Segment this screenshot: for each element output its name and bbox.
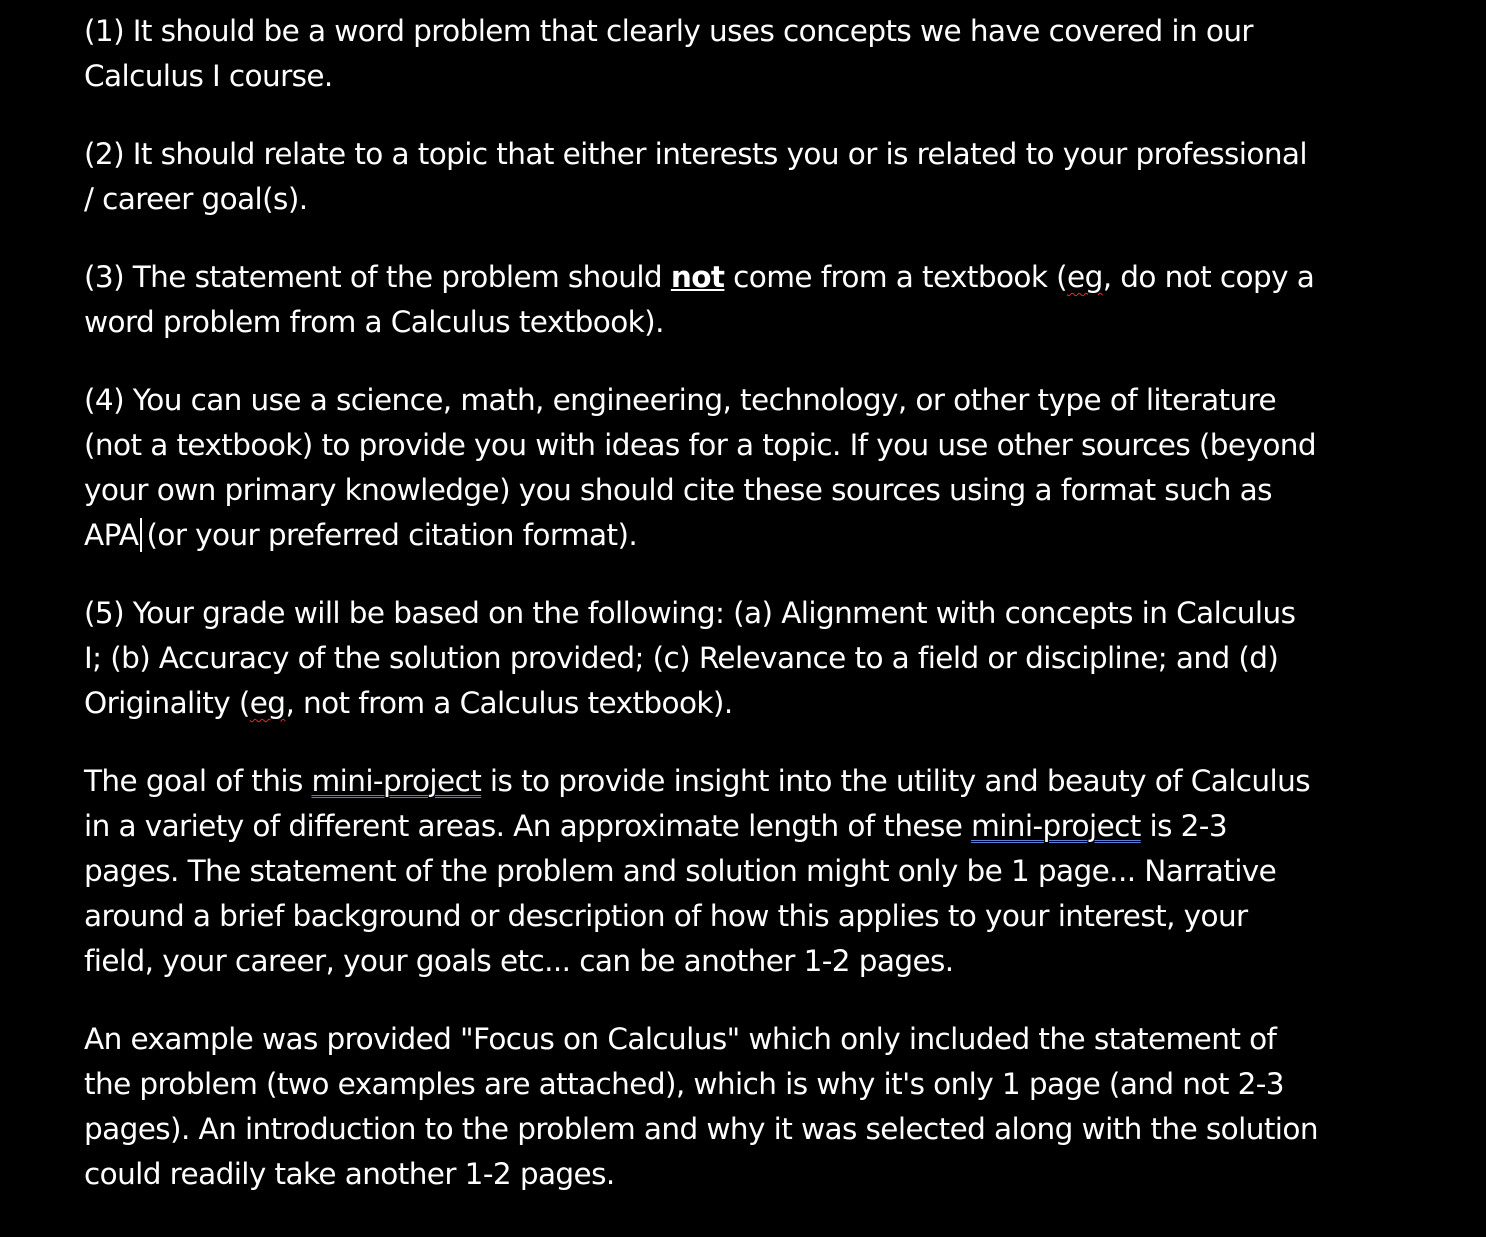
spelling-flag-eg[interactable]: eg <box>1067 260 1103 294</box>
paragraph-text: An example was provided "Focus on Calculus" which only included the statement of the problem (two examples are attached), which is why it's only 1 page (and not 2-3 pages). An introduction to the problem and why it was selected along with the solution could readily take another 1-2 pages. <box>84 1022 1318 1191</box>
grammar-flag-mini-project[interactable]: mini-project <box>971 809 1141 843</box>
paragraph-requirement-3 <box>84 255 1320 345</box>
paragraph-requirement-5 <box>84 591 1320 726</box>
paragraph-requirement-1 <box>84 9 1320 99</box>
paragraph-goal <box>84 759 1320 984</box>
text-cursor <box>140 518 142 552</box>
paragraph-text: (5) Your grade will be based on the following: (a) Alignment with concepts in Calculus I; (b) Accuracy of the solution provided; (c) Relevance to a field or discipline; and (d) Originality ( <box>84 596 1296 720</box>
paragraph-text: , not from a Calculus textbook). <box>285 686 733 720</box>
paragraph-text: (2) It should relate to a topic that either interests you or is related to your professional / career goal(s). <box>84 137 1308 216</box>
paragraph-requirement-2 <box>84 132 1320 222</box>
spelling-flag-eg[interactable]: eg <box>249 686 286 720</box>
paragraph-example <box>84 1017 1320 1197</box>
paragraph-text: (1) It should be a word problem that clearly uses concepts we have covered in our Calculus I course. <box>84 14 1253 93</box>
paragraph-text: The goal of this <box>84 764 312 798</box>
paragraph-text: is to provide insight into the utility and beauty of Calculus in a variety of different areas. An approximate length of these <box>84 764 1310 843</box>
emphasis-not: not <box>670 260 725 294</box>
paragraph-text: come from a textbook ( <box>724 260 1068 294</box>
paragraph-text: (or your preferred citation format). <box>146 518 638 552</box>
document-body[interactable] <box>84 9 1320 1230</box>
paragraph-text: is 2-3 pages. The statement of the problem and solution might only be 1 page... Narrative around a brief background or description of how this applies to your interest, your field, your career, your goals etc... can be another 1-2 pages. <box>84 809 1277 978</box>
paragraph-requirement-4 <box>84 378 1320 558</box>
paragraph-text: (3) The statement of the problem should <box>84 260 671 294</box>
paragraph-text: , do not copy a word problem from a Calculus textbook). <box>84 260 1315 339</box>
grammar-flag-mini-project[interactable]: mini-project <box>311 764 482 798</box>
paragraph-text: (4) You can use a science, math, engineering, technology, or other type of literature (not a textbook) to provide you with ideas for a topic. If you use other sources (beyond your own primary knowledge) you should cite these sources using a format such as APA <box>84 383 1316 552</box>
